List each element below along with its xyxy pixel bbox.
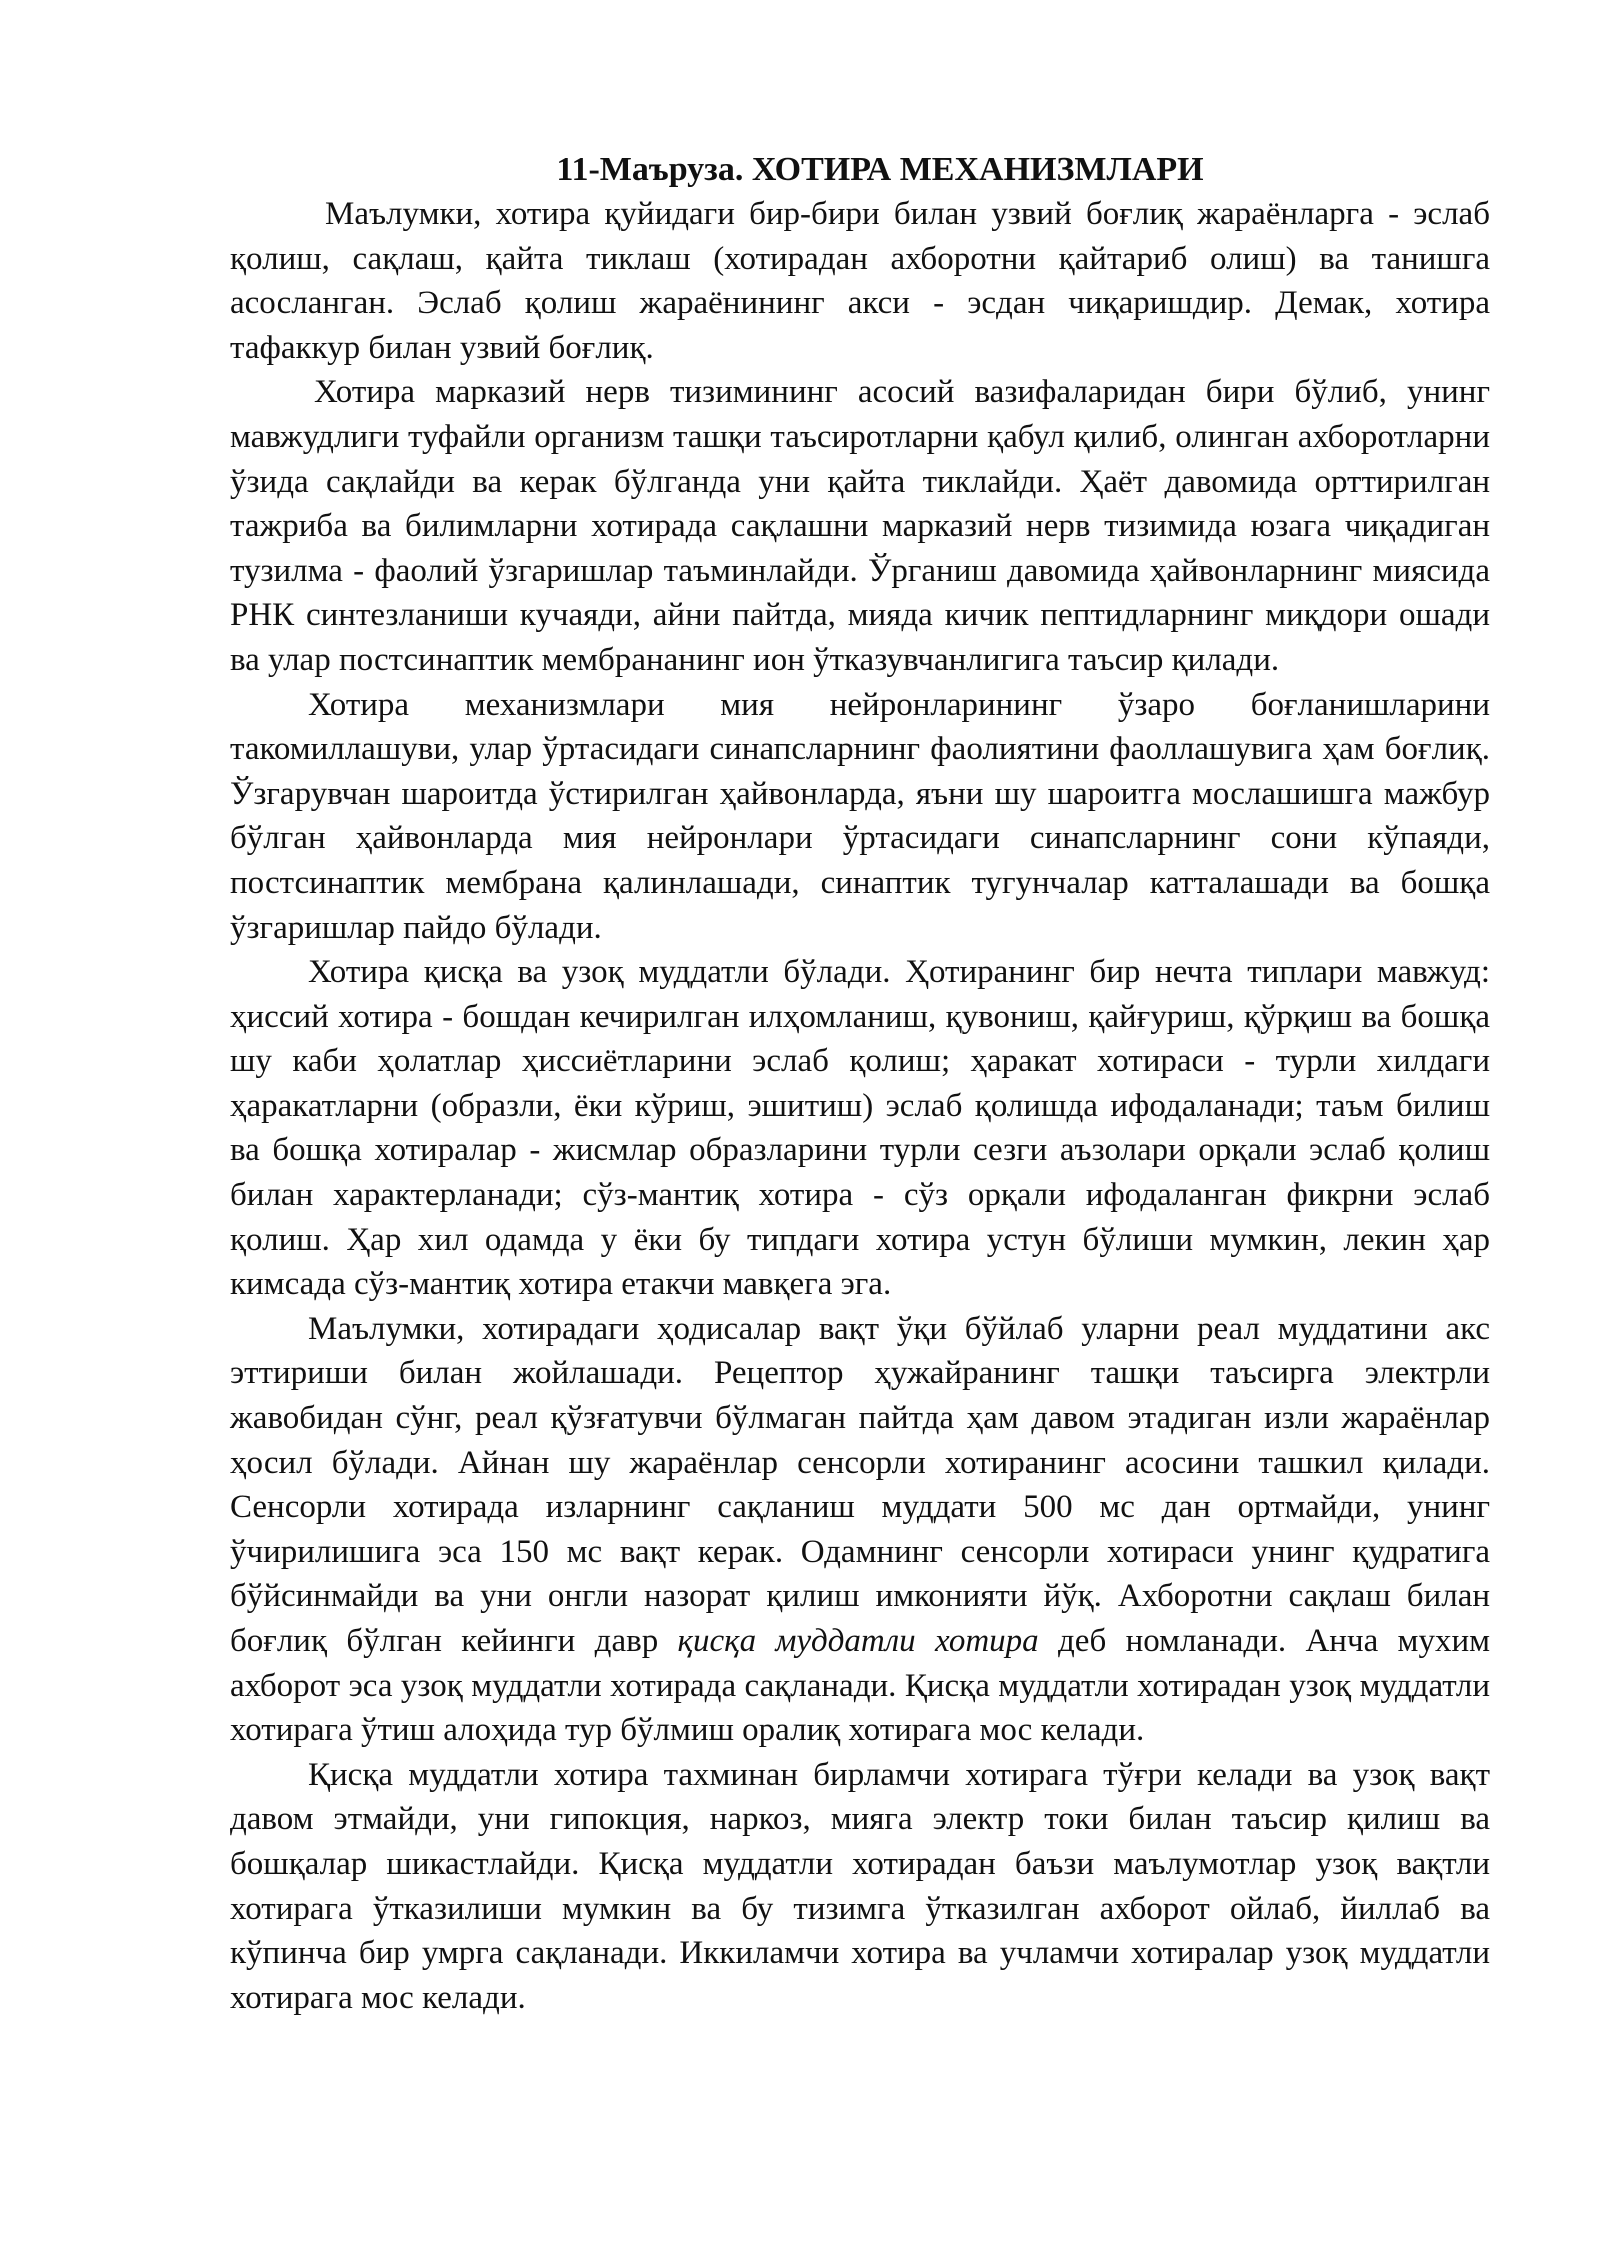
paragraph-5-text-end: деб номланади. Анча мухим ахборот эса узоқ муддатли хотирада сақланади. Қисқа муддатли хотирадан узоқ муддатли хотирага ўтиш алоҳида тур бўлмиш оралиқ хотирага мос келади. <box>230 1623 1490 1749</box>
page-title: 11-Маъруза. ХОТИРА МЕХАНИЗМЛАРИ <box>556 151 1204 188</box>
paragraph-1: Маълумки, хотира қуйидаги бир-бири билан узвий боғлиқ жараёнларга - эслаб қолиш, сақлаш, қайта тиклаш (хотирадан ахборотни қайтариб олиш) ва танишга асосланган. Эслаб қолиш жараёнининг акси - эсдан чиқаришдир. Демак, хотира тафаккур билан узвий боғлиқ. <box>230 196 1490 366</box>
paragraph-4: Хотира қисқа ва узоқ муддатли бўлади. Ҳотиранинг бир нечта типлари мавжуд: ҳиссий хотира - бошдан кечирилган илҳомланиш, қувониш, қайғуриш, қўрқиш ва бошқа шу каби ҳолатлар ҳиссиётларини эслаб қолиш; ҳаракат хотираси - турли хилдаги ҳаракатларни (образли, ёки кўриш, эшитиш) эслаб қолишда ифодаланади; таъм билиш ва бошқа хотиралар - жисмлар образларини турли сезги аъзолари орқали эслаб қолиш билан характерланади; сўз-мантиқ хотира - сўз орқали ифодаланган фикрни эслаб қолиш. Ҳар хил одамда у ёки бу типдаги хотира устун бўлиши мумкин, лекин ҳар кимсада сўз-мантиқ хотира етакчи мавқега эга. <box>230 954 1490 1303</box>
paragraph-5 <box>230 1307 1490 1753</box>
paragraph-2: Хотира марказий нерв тизимининг асосий вазифаларидан бири бўлиб, унинг мавжудлиги туфайли организм ташқи таъсиротларни қабул қилиб, олинган ахборотларни ўзида сақлайди ва керак бўлганда уни қайта тиклайди. Ҳаёт давомида орттирилган тажриба ва билимларни хотирада сақлашни марказий нерв тизимида юзага чиқадиган тузилма - фаолий ўзгаришлар таъминлайди. Ўрганиш давомида ҳайвонларнинг миясида РНК синтезланиши кучаяди, айни пайтда, мияда кичик пептидларнинг миқдори ошади ва улар постсинаптик мембрананинг ион ўтказувчанлигига таъсир қилади. <box>230 374 1490 678</box>
document-body <box>230 148 1490 2020</box>
paragraph-5-text-start: Маълумки, хотирадаги ҳодисалар вақт ўқи бўйлаб уларни реал муддатини акс эттириши билан жойлашади. Рецептор ҳужайранинг ташқи таъсирга электрли жавобидан сўнг, реал қўзғатувчи бўлмаган пайтда ҳам давом этадиган изли жараёнлар ҳосил бўлади. Айнан шу жараёнлар сенсорли хотиранинг асосини ташкил қилади. Сенсорли хотирада изларнинг сақланиш муддати 500 мс дан ортмайди, унинг ўчирилишига эса 150 мс вақт керак. Одамнинг сенсорли хотираси унинг қудратига бўйсинмайди ва уни онгли назорат қилиш имконияти йўқ. Ахборотни сақлаш билан боғлиқ бўлган кейинги давр <box>230 1310 1490 1659</box>
paragraph-6: Қисқа муддатли хотира тахминан бирламчи хотирага тўғри келади ва узоқ вақт давом этмайди, уни гипокция, наркоз, мияга электр токи билан таъсир қилиш ва бошқалар шикастлайди. Қисқа муддатли хотирадан баъзи маълумотлар узоқ вақтли хотирага ўтказилиши мумкин ва бу тизимга ўтказилган ахборот ойлаб, йиллаб ва кўпинча бир умрга сақланади. Иккиламчи хотира ва учламчи хотиралар узоқ муддатли хотирага мос келади. <box>230 1756 1490 2016</box>
paragraph-3: Хотира механизмлари мия нейронларининг ўзаро боғланишларини такомиллашуви, улар ўртасидаги синапсларнинг фаолиятини фаоллашувига ҳам боғлиқ. Ўзгарувчан шароитда ўстирилган ҳайвонларда, яъни шу шароитга мослашишга мажбур бўлган ҳайвонларда мия нейронлари ўртасидаги синапсларнинг сони кўпаяди, постсинаптик мембрана қалинлашади, синаптик тугунчалар катталашади ва бошқа ўзгаришлар пайдо бўлади. <box>230 686 1490 946</box>
short-term-memory-term: қисқа муддатли хотира <box>677 1623 1039 1659</box>
